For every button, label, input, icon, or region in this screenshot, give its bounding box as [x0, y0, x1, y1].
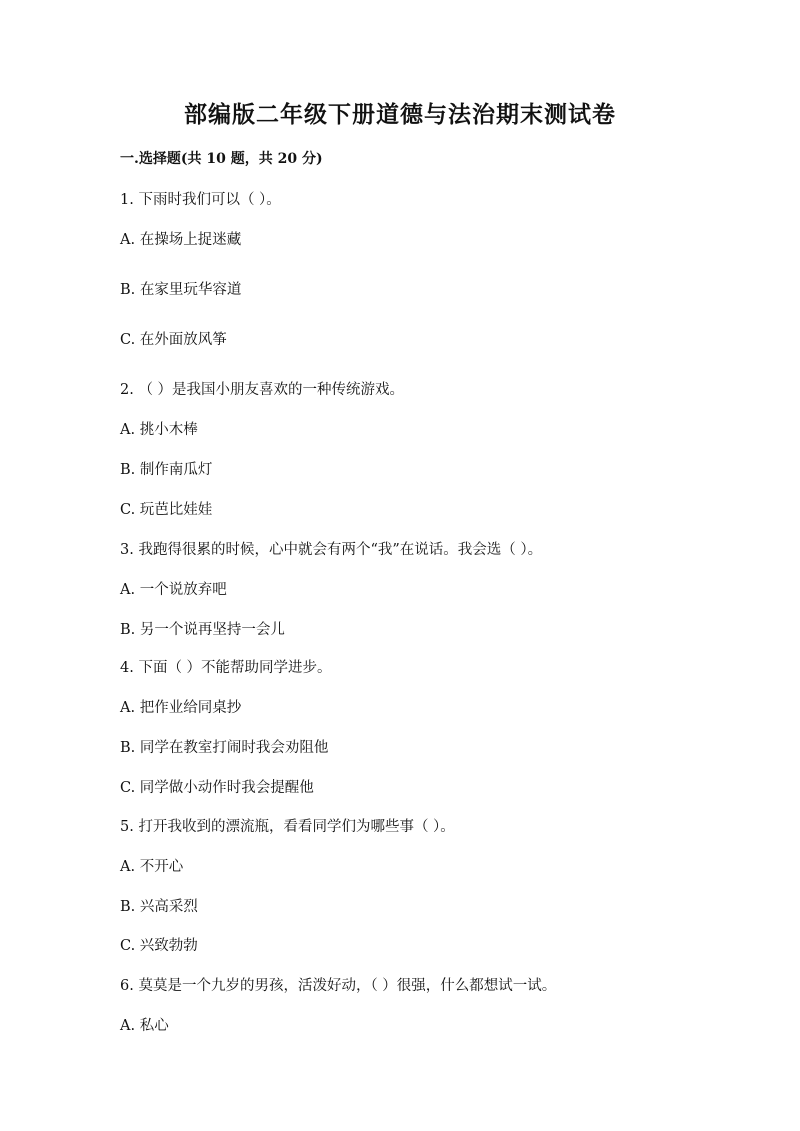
option-item: A. 私心	[120, 1018, 169, 1034]
option-item: C. 兴致勃勃	[120, 938, 198, 954]
question-stem: 3. 我跑得很累的时候，心中就会有两个“我”在说话。我会选（ ）。	[120, 542, 543, 558]
question-stem: 5. 打开我收到的漂流瓶，看看同学们为哪些事（ ）。	[120, 819, 455, 835]
option-item: A. 一个说放弃吧	[120, 582, 227, 598]
option-item: C. 在外面放风筝	[120, 332, 227, 348]
page-title: 部编版二年级下册道德与法治期末测试卷	[184, 101, 616, 128]
option-item: C. 同学做小动作时我会提醒他	[120, 780, 314, 796]
option-item: B. 兴高采烈	[120, 899, 198, 915]
option-item: A. 不开心	[120, 859, 184, 875]
option-item: B. 另一个说再坚持一会儿	[120, 622, 285, 638]
option-item: A. 把作业给同桌抄	[120, 700, 242, 716]
option-item: A. 在操场上捉迷藏	[120, 232, 242, 248]
question-stem: 2. （ ）是我国小朋友喜欢的一种传统游戏。	[120, 382, 405, 398]
question-stem: 6. 莫莫是一个九岁的男孩，活泼好动，（ ）很强，什么都想试一试。	[120, 978, 557, 994]
option-item: B. 制作南瓜灯	[120, 462, 213, 478]
option-item: C. 玩芭比娃娃	[120, 502, 213, 518]
option-item: B. 在家里玩华容道	[120, 282, 242, 298]
question-stem: 1. 下雨时我们可以（ ）。	[120, 192, 281, 208]
option-item: A. 挑小木棒	[120, 422, 198, 438]
question-stem: 4. 下面（ ）不能帮助同学进步。	[120, 660, 332, 676]
option-item: B. 同学在教室打闹时我会劝阻他	[120, 740, 329, 756]
section-heading: 一.选择题(共 10 题，共 20 分)	[120, 151, 323, 167]
